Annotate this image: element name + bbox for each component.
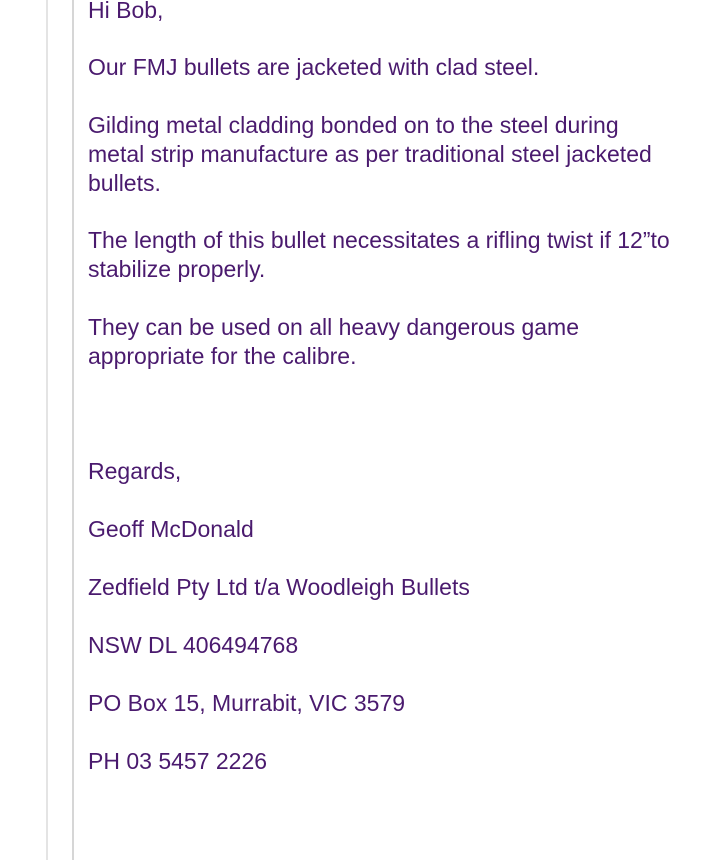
signature-address: PO Box 15, Murrabit, VIC 3579	[88, 690, 406, 716]
email-greeting: Hi Bob,	[88, 0, 164, 23]
signature-phone[interactable]: PH 03 5457 2226	[88, 748, 268, 774]
left-margin-rail	[46, 0, 48, 860]
signature-company: Zedfield Pty Ltd t/a Woodleigh Bullets	[88, 574, 470, 600]
email-paragraph-usage: They can be used on all heavy dangerous game appropriate for the calibre.	[88, 314, 579, 369]
email-paragraph-rifling: The length of this bullet necessitates a rifling twist if 12”to stabilize properly.	[88, 227, 670, 282]
signature-name: Geoff McDonald	[88, 516, 254, 542]
email-paragraph-cladding: Gilding metal cladding bonded on to the steel during metal strip manufacture as per traditional steel jacketed bullets.	[88, 112, 652, 196]
quote-bar	[72, 0, 74, 860]
email-signoff: Regards,	[88, 458, 182, 484]
email-paragraph-fmj: Our FMJ bullets are jacketed with clad steel.	[88, 54, 540, 80]
signature-license: NSW DL 406494768	[88, 632, 299, 658]
